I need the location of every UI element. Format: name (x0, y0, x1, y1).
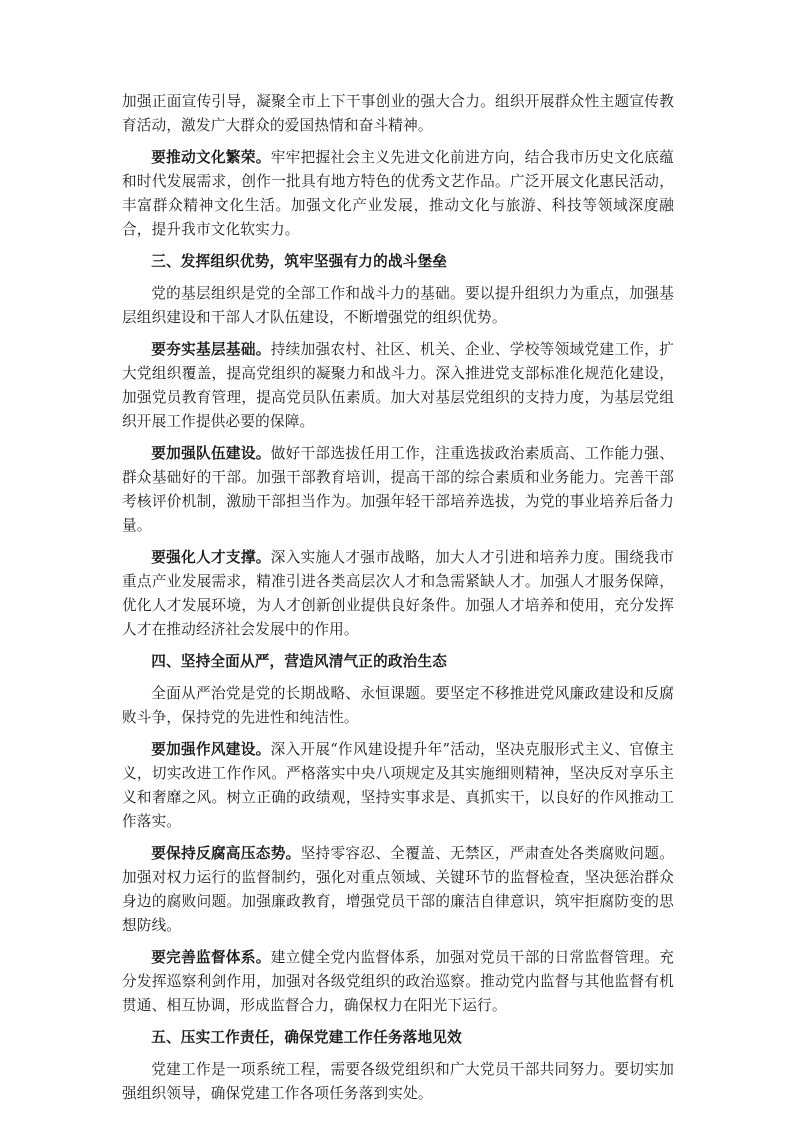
paragraph-lead: 要保持反腐高压态势。 (151, 845, 301, 862)
paragraph-text: 牢牢把握社会主义先进文化前进方向，结合我市历史文化底蕴和时代发展需求，创作一批具有地方特色的优秀文艺作品。广泛开展文化惠民活动，丰富群众精神文化生活。加强文化产业发展，推动文化与旅游、科技等领域深度融合，提升我市文化软实力。 (122, 149, 674, 238)
paragraph-grassroots (122, 338, 674, 434)
paragraph-text: 建立健全党内监督体系，加强对党员干部的日常监督管理。充分发挥巡察利剑作用，加强对各级党组织的政治巡察。推动党内监督与其他监督有机贯通、相互协调，形成监督合力，确保权力在阳光下运行。 (122, 949, 674, 1014)
paragraph-talent (122, 546, 674, 642)
paragraph-lead: 要强化人才支撑。 (151, 549, 271, 566)
paragraph-text: 持续加强农村、社区、机关、企业、学校等领域党建工作，扩大党组织覆盖，提高党组织的凝聚力和战斗力。深入推进党支部标准化规范化建设，加强党员教育管理，提高党员队伍素质。加大对基层党组织的支持力度，为基层党组织开展工作提供必要的保障。 (122, 341, 674, 430)
paragraph-lead: 要完善监督体系。 (151, 949, 271, 966)
paragraph-text: 加强正面宣传引导，凝聚全市上下干事创业的强大合力。组织开展群众性主题宣传教育活动，激发广大群众的爱国热情和奋斗精神。 (122, 93, 674, 134)
section-heading-4: 四、坚持全面从严，营造风清气正的政治生态 (151, 653, 448, 670)
paragraph-culture (122, 146, 674, 242)
paragraph-lead: 要夯实基层基础。 (151, 341, 271, 358)
paragraph-lead: 要加强队伍建设。 (151, 445, 271, 462)
paragraph-anticorruption (122, 842, 674, 938)
paragraph-text: 深入实施人才强市战略，加大人才引进和培养力度。围绕我市重点产业发展需求，精准引进各类高层次人才和急需紧缺人才。加强人才服务保障，优化人才发展环境，为人才创新创业提供良好条件。加强人才培养和使用，充分发挥人才在推动经济社会发展中的作用。 (122, 549, 674, 638)
paragraph-text: 全面从严治党是党的长期战略、永恒课题。要坚定不移推进党风廉政建设和反腐败斗争，保持党的先进性和纯洁性。 (122, 685, 674, 726)
paragraph-text: 党建工作是一项系统工程，需要各级党组织和广大党员干部共同努力。要切实加强组织领导，确保党建工作各项任务落到实处。 (122, 1061, 674, 1102)
paragraph-supervision (122, 946, 674, 1018)
paragraph-strict-intro (122, 682, 674, 730)
paragraph-org-intro (122, 282, 674, 330)
paragraph-propaganda-continued (122, 90, 674, 138)
paragraph-lead: 要推动文化繁荣。 (151, 149, 271, 166)
paragraph-text: 党的基层组织是党的全部工作和战斗力的基础。要以提升组织力为重点，加强基层组织建设和干部人才队伍建设，不断增强党的组织优势。 (122, 285, 674, 326)
section-heading-3: 三、发挥组织优势，筑牢坚强有力的战斗堡垒 (151, 253, 448, 270)
section-heading-5: 五、压实工作责任，确保党建工作任务落地见效 (151, 1029, 462, 1046)
paragraph-responsibility (122, 1058, 674, 1106)
paragraph-team (122, 442, 674, 538)
paragraph-style (122, 738, 674, 834)
paragraph-text: 做好干部选拔任用工作，注重选拔政治素质高、工作能力强、群众基础好的干部。加强干部教育培训，提高干部的综合素质和业务能力。完善干部考核评价机制，激励干部担当作为。加强年轻干部培养选拔，为党的事业培养后备力量。 (122, 445, 674, 534)
document-page (122, 90, 674, 1114)
paragraph-lead: 要加强作风建设。 (151, 741, 271, 758)
paragraph-text: 深入开展“作风建设提升年”活动，坚决克服形式主义、官僚主义，切实改进工作作风。严格落实中央八项规定及其实施细则精神，坚决反对享乐主义和奢靡之风。树立正确的政绩观，坚持实事求是、真抓实干，以良好的作风推动工作落实。 (122, 741, 674, 830)
paragraph-text: 坚持零容忍、全覆盖、无禁区，严肃查处各类腐败问题。加强对权力运行的监督制约，强化对重点领域、关键环节的监督检查，坚决惩治群众身边的腐败问题。加强廉政教育，增强党员干部的廉洁自律意识，筑牢拒腐防变的思想防线。 (122, 845, 674, 934)
